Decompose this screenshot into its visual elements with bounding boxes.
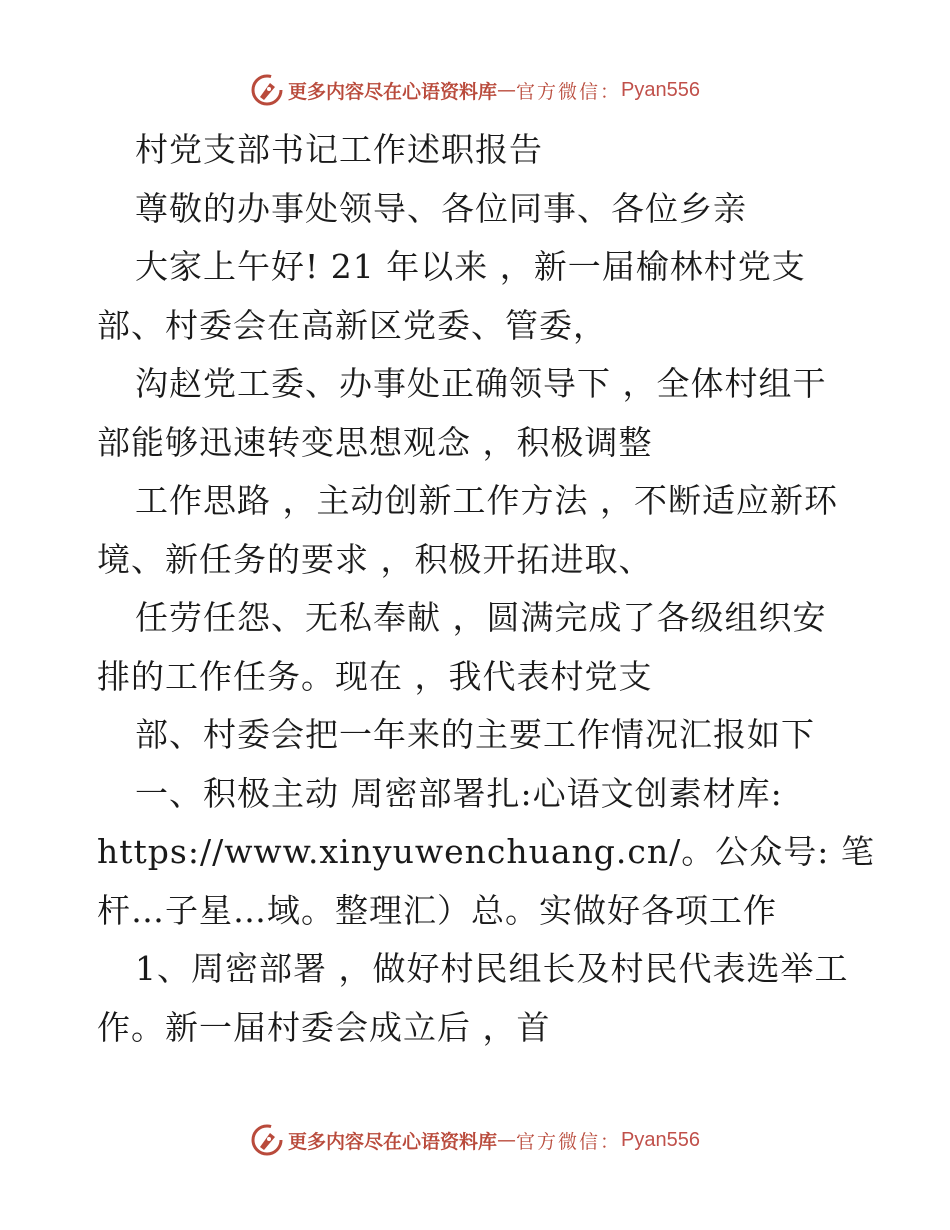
- text-line: 部、村委会把一年来的主要工作情况汇报如下: [135, 715, 815, 754]
- text-line: 作。新一届村委会成立后 ，首: [97, 1007, 551, 1047]
- watermark-official-label: 官方微信：: [516, 1130, 622, 1153]
- watermark-wechat-id: Pyan556: [621, 1128, 700, 1151]
- text-line: 大家上午好! 21 年以来 ，新一届榆林村党支: [135, 247, 806, 286]
- document-title: 村党支部书记工作述职报告: [135, 130, 543, 169]
- text-line: 工作思路 ，主动创新工作方法 ，不断适应新环: [135, 481, 838, 520]
- watermark-wechat-id: Pyan556: [621, 78, 700, 101]
- pen-nib-logo-icon: [250, 1123, 284, 1157]
- watermark-banner-bottom: [0, 1120, 950, 1160]
- text-line: 沟赵党工委、办事处正确领导下 ，全体村组干: [135, 364, 827, 403]
- text-line: 尊敬的办事处领导、各位同事、各位乡亲: [135, 188, 747, 228]
- text-line: 部、村委会在高新区党委、管委，: [97, 305, 607, 345]
- watermark-dash: —: [497, 1129, 517, 1151]
- watermark-dash: —: [497, 79, 517, 101]
- watermark-site-text: 更多内容尽在心语资料库: [288, 1130, 498, 1153]
- pen-nib-logo-icon: [250, 73, 284, 107]
- watermark-site-text: 更多内容尽在心语资料库: [288, 80, 498, 103]
- text-line: 杆…子星…域。整理汇）总。实做好各项工作: [97, 890, 777, 930]
- text-line: 1、周密部署 ，做好村民组长及村民代表选举工: [135, 949, 849, 988]
- text-line: 境、新任务的要求 ，积极开拓进取、: [97, 539, 653, 579]
- text-line: https://www.xinyuwenchuang.cn/。公众号: 笔: [97, 832, 875, 871]
- document-body: [97, 121, 875, 1057]
- watermark-official-label: 官方微信：: [516, 80, 622, 103]
- text-line: 部能够迅速转变思想观念 ，积极调整: [97, 422, 653, 462]
- text-line: 排的工作任务。现在 ，我代表村党支: [97, 656, 653, 696]
- section-heading: 一、积极主动 周密部署扎:心语文创素材库:: [135, 773, 783, 813]
- text-line: 任劳任怨、无私奉献 ，圆满完成了各级组织安: [135, 598, 827, 637]
- watermark-banner-top: [0, 70, 950, 110]
